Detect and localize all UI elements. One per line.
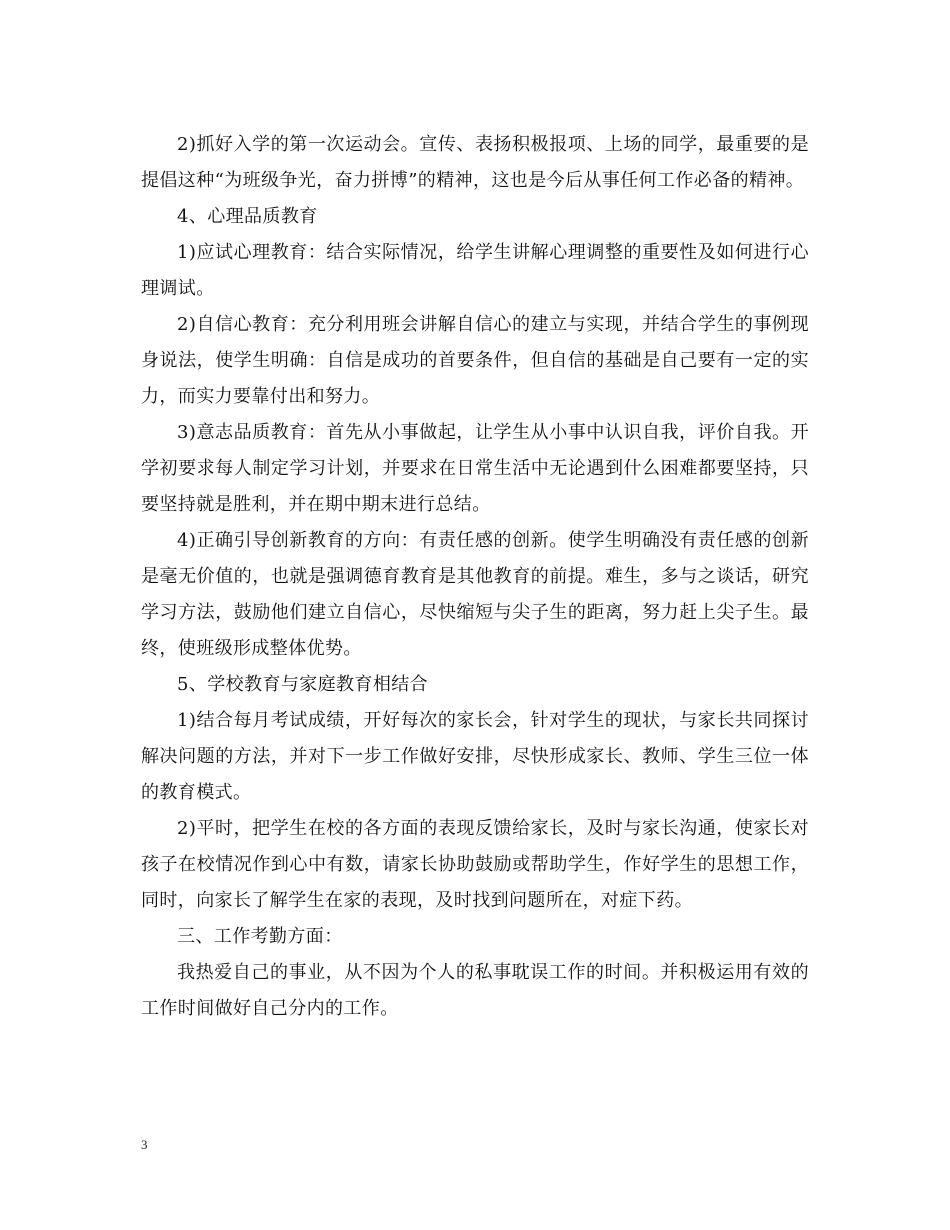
page-number: 3 <box>141 1137 148 1152</box>
section-heading-school-family: 5、学校教育与家庭教育相结合 <box>177 674 429 695</box>
paragraph-exam-psychology: 1)应试心理教育：结合实际情况，给学生讲解心理调整的重要性及如何进行心理调试。 <box>141 242 809 299</box>
paragraph-parent-communication: 2)平时，把学生在校的各方面的表现反馈给家长，及时与家长沟通，使家长对孩子在校情况作到心中有数，请家长协助鼓励或帮助学生，作好学生的思想工作，同时，向家长了解学生在家的表现，及时找到问题所在，对症下药。 <box>141 818 809 911</box>
paragraph-willpower: 3)意志品质教育：首先从小事做起，让学生从小事中认识自我，评价自我。开学初要求每人制定学习计划，并要求在日常生活中无论遇到什么困难都要坚持，只要坚持就是胜利，并在期中期末进行总结。 <box>141 422 809 515</box>
paragraph-parent-meeting: 1)结合每月考试成绩，开好每次的家长会，针对学生的现状，与家长共同探讨解决问题的方法，并对下一步工作做好安排，尽快形成家长、教师、学生三位一体的教育模式。 <box>141 710 809 803</box>
section-heading-psychology: 4、心理品质教育 <box>177 206 318 227</box>
paragraph-sports-meet: 2)抓好入学的第一次运动会。宣传、表扬积极报项、上场的同学，最重要的是提倡这种“为班级争光，奋力拼博”的精神，这也是今后从事任何工作必备的精神。 <box>141 134 809 191</box>
paragraph-innovation: 4)正确引导创新教育的方向：有责任感的创新。使学生明确没有责任感的创新是毫无价值的，也就是强调德育教育是其他教育的前提。难生，多与之谈话，研究学习方法，鼓励他们建立自信心，尽快缩短与尖子生的距离，努力赶上尖子生。最终，使班级形成整体优势。 <box>141 530 809 659</box>
section-heading-attendance: 三、工作考勤方面： <box>177 926 343 947</box>
paragraph-attendance: 我热爱自己的事业，从不因为个人的私事耽误工作的时间。并积极运用有效的工作时间做好自己分内的工作。 <box>141 962 809 1019</box>
paragraph-self-confidence: 2)自信心教育：充分利用班会讲解自信心的建立与实现，并结合学生的事例现身说法，使学生明确：自信是成功的首要条件，但自信的基础是自己要有一定的实力，而实力要靠付出和努力。 <box>141 314 809 407</box>
document-body <box>141 127 809 1027</box>
